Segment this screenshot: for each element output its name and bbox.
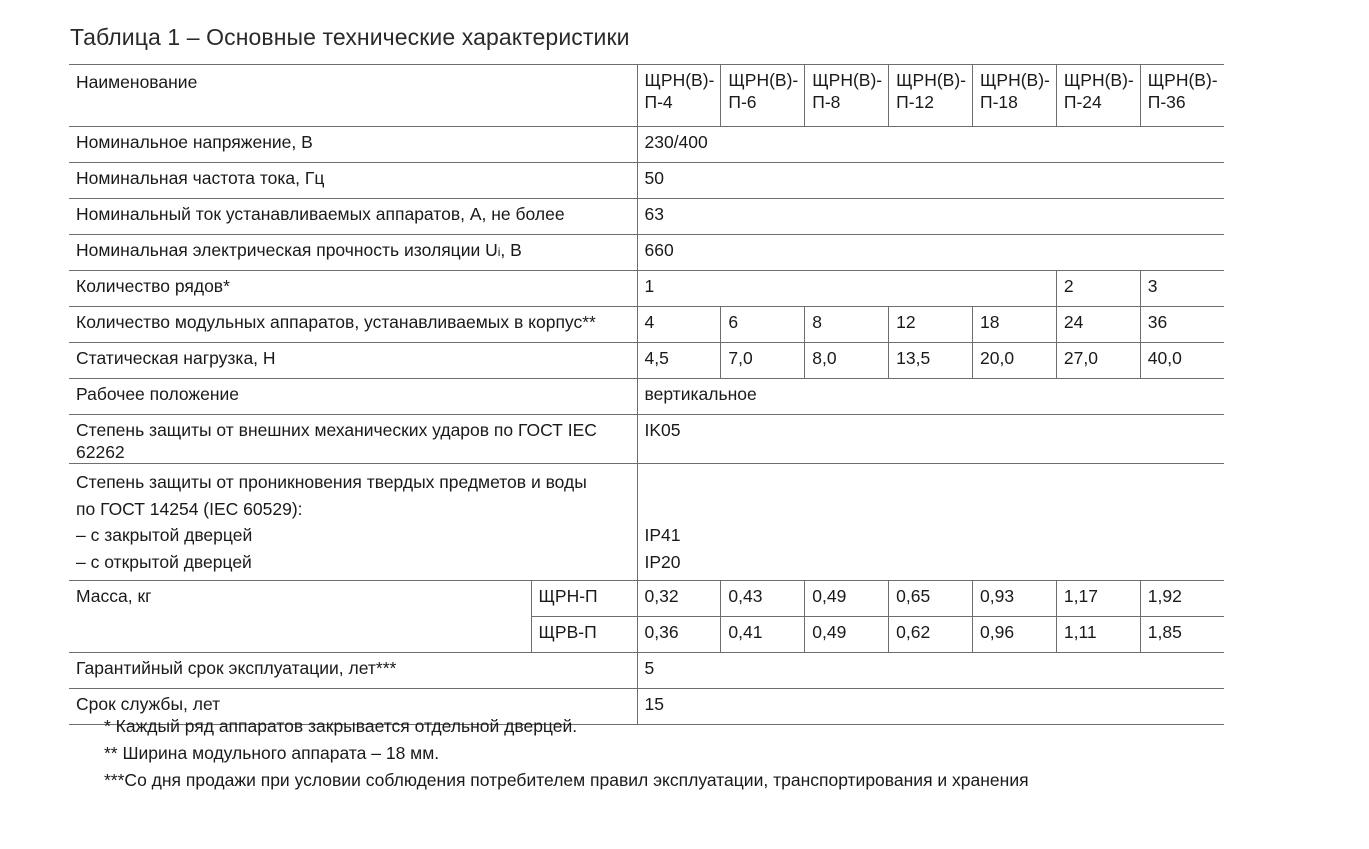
row-value: 12 xyxy=(889,307,973,343)
row-value: 20,0 xyxy=(973,343,1057,379)
row-label: Количество рядов* xyxy=(69,271,637,307)
row-label: Номинальное напряжение, В xyxy=(69,127,637,163)
header-model: ЩРН(В)- П-36 xyxy=(1140,65,1223,127)
row-sublabel: ЩРН-П xyxy=(531,581,637,617)
row-label: Срок службы, лет xyxy=(69,689,637,725)
row-label: Степень защиты от внешних механических ударов по ГОСТ IEC 62262 xyxy=(69,415,637,464)
row-label: Рабочее положение xyxy=(69,379,637,415)
row-value: 1,17 xyxy=(1056,581,1140,617)
header-model: ЩРН(В)- П-24 xyxy=(1056,65,1140,127)
row-value: 0,93 xyxy=(973,581,1057,617)
footnotes xyxy=(104,713,1029,794)
table-row xyxy=(69,415,1224,464)
row-value: 15 xyxy=(637,689,1224,725)
row-sublabel: ЩРВ-П xyxy=(531,617,637,653)
table-row xyxy=(69,271,1224,307)
row-value: 8 xyxy=(805,307,889,343)
row-value: IP41 IP20 xyxy=(637,464,1224,581)
row-value: 0,43 xyxy=(721,581,805,617)
spec-table xyxy=(69,64,1224,725)
table-row xyxy=(69,163,1224,199)
table-row xyxy=(69,307,1224,343)
header-model: ЩРН(В)- П-12 xyxy=(889,65,973,127)
row-label: Номинальная частота тока, Гц xyxy=(69,163,637,199)
table-title: Таблица 1 – Основные технические характеристики xyxy=(70,24,630,50)
row-label: Номинальный ток устанавливаемых аппаратов, А, не более xyxy=(69,199,637,235)
row-value: 660 xyxy=(637,235,1224,271)
row-label: Количество модульных аппаратов, устанавливаемых в корпус** xyxy=(69,307,637,343)
header-row xyxy=(69,65,1224,127)
table-row xyxy=(69,379,1224,415)
row-value: 1 xyxy=(637,271,1056,307)
row-value: 36 xyxy=(1140,307,1223,343)
row-label: Номинальная электрическая прочность изоляции Ui, В xyxy=(69,235,637,271)
row-value: 27,0 xyxy=(1056,343,1140,379)
header-model: ЩРН(В)- П-18 xyxy=(973,65,1057,127)
row-value: 0,32 xyxy=(637,581,721,617)
row-value: 0,49 xyxy=(805,617,889,653)
row-value: 3 xyxy=(1140,271,1223,307)
table-row xyxy=(69,343,1224,379)
header-model: ЩРН(В)- П-8 xyxy=(805,65,889,127)
header-name: Наименование xyxy=(69,65,637,127)
row-value: 5 xyxy=(637,653,1224,689)
row-value: 4 xyxy=(637,307,721,343)
row-value: 50 xyxy=(637,163,1224,199)
header-model: ЩРН(В)- П-6 xyxy=(721,65,805,127)
table-row xyxy=(69,653,1224,689)
row-value: вертикальное xyxy=(637,379,1224,415)
row-value: 4,5 xyxy=(637,343,721,379)
row-value: 1,85 xyxy=(1140,617,1223,653)
row-value: 24 xyxy=(1056,307,1140,343)
row-value: 0,49 xyxy=(805,581,889,617)
table-row xyxy=(69,581,1224,617)
row-value: 1,11 xyxy=(1056,617,1140,653)
row-value: 0,96 xyxy=(973,617,1057,653)
row-value: 230/400 xyxy=(637,127,1224,163)
row-label: Масса, кг xyxy=(69,581,531,653)
row-value: 2 xyxy=(1056,271,1140,307)
row-value: 6 xyxy=(721,307,805,343)
row-value: 7,0 xyxy=(721,343,805,379)
row-value: 0,62 xyxy=(889,617,973,653)
row-value: 0,36 xyxy=(637,617,721,653)
row-label: Гарантийный срок эксплуатации, лет*** xyxy=(69,653,637,689)
header-model: ЩРН(В)- П-4 xyxy=(637,65,721,127)
footnote: ** Ширина модульного аппарата – 18 мм. xyxy=(104,743,440,763)
row-label: Статическая нагрузка, Н xyxy=(69,343,637,379)
row-value: 1,92 xyxy=(1140,581,1223,617)
table-row xyxy=(69,464,1224,581)
table-row xyxy=(69,199,1224,235)
row-value: IK05 xyxy=(637,415,1224,464)
footnote: ***Со дня продажи при условии соблюдения потребителем правил эксплуатации, транспортирования и хранения xyxy=(104,770,1029,790)
row-value: 8,0 xyxy=(805,343,889,379)
row-value: 18 xyxy=(973,307,1057,343)
row-value: 40,0 xyxy=(1140,343,1223,379)
row-value: 0,41 xyxy=(721,617,805,653)
row-label: Степень защиты от проникновения твердых предметов и воды по ГОСТ 14254 (IEC 60529): – с закрытой дверцей – с открытой дверцей xyxy=(69,464,637,581)
row-value: 0,65 xyxy=(889,581,973,617)
row-value: 63 xyxy=(637,199,1224,235)
row-value: 13,5 xyxy=(889,343,973,379)
table-row xyxy=(69,127,1224,163)
footnote: * Каждый ряд аппаратов закрывается отдельной дверцей. xyxy=(104,716,578,736)
table-row xyxy=(69,235,1224,271)
